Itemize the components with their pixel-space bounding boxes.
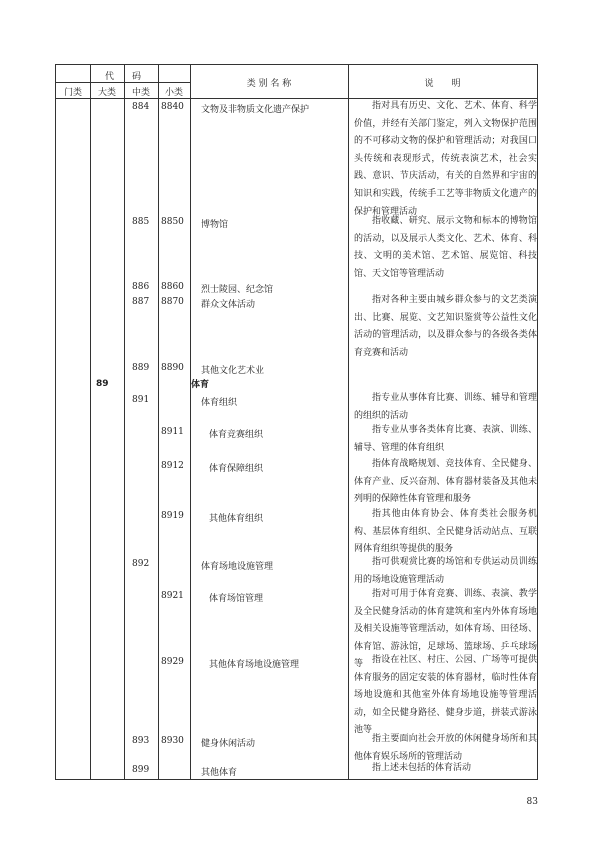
zhonglei-code: 887 [132,297,150,307]
xiaolei-code: 8890 [161,363,184,373]
category-name: 体育竞赛组织 [209,430,264,440]
header-xiaolei: 小类 [164,88,183,98]
zhonglei-code: 885 [132,217,150,227]
header-divider [56,82,190,83]
zhonglei-code: 891 [132,395,150,405]
category-description: 指专业从事各类体育比赛、表演、训练、辅导、管理的体育组织 [354,425,537,453]
xiaolei-code: 8850 [161,217,184,227]
category-name: 群众文体活动 [201,300,256,310]
header-description: 说 明 [424,79,461,89]
xiaolei-code: 8911 [161,427,184,437]
xiaolei-code: 8919 [161,511,184,521]
header-code-group: 代 码 [104,72,141,82]
zhonglei-code: 892 [132,559,150,569]
classification-table [55,64,538,780]
category-description: 指上述未包括的体育活动 [372,763,472,773]
category-description: 指专业从事体育比赛、训练、辅导和管理的组织的活动 [354,393,537,421]
xiaolei-code: 8912 [161,461,184,471]
xiaolei-code: 8921 [161,591,184,601]
category-description: 指其他由体育协会、体育类社会服务机构、基层体育组织、全民健身活动站点、互联网体育组织等提供的服务 [354,509,537,555]
zhonglei-code: 893 [132,736,150,746]
category-description: 指设在社区、村庄、公园、广场等可提供体育服务的固定安装的体育器材，临时性体育场地设施和其他室外体育场地设施等管理活动，如全民健身路径、健身步道，拼装式游泳池等 [354,655,537,736]
col-divider [190,65,191,779]
page-number: 83 [526,797,538,807]
category-name: 体育场地设施管理 [201,562,274,572]
xiaolei-code: 8860 [161,282,184,292]
category-description: 指对具有历史、文化、艺术、体育、科学价值，并经有关部门鉴定，列入文物保护范围的不可移动文物的保护和管理活动；对我国口头传统和表现形式，传统表演艺术，社会实践、意识、节庆活动，有关的自然界和宇宙的知识和实践，传统手工艺等非物质文化遗产的保护和管理活动 [354,101,537,217]
xiaolei-code: 8930 [161,736,184,746]
category-name: 文物及非物质文化遗产保护 [201,105,310,115]
category-name: 体育 [191,380,210,390]
category-description: 指可供观赏比赛的场馆和专供运动员训练用的场地设施管理活动 [354,557,537,585]
col-divider [124,65,125,779]
zhonglei-code: 886 [132,282,150,292]
zhonglei-code: 884 [132,102,150,112]
category-description: 指对各种主要由城乡群众参与的文艺类演出、比赛、展览、文艺知识鉴赏等公益性文化活动的管理活动，以及群众参与的各级各类体育竞赛和活动 [354,295,537,358]
col-divider [158,65,159,779]
category-name: 健身休闲活动 [201,739,256,749]
xiaolei-code: 8929 [161,657,184,667]
category-name: 体育保障组织 [209,464,264,474]
category-description: 指主要面向社会开放的休闲健身场所和其他体育娱乐场所的管理活动 [354,734,537,762]
category-description: 指收藏、研究、展示文物和标本的博物馆的活动，以及展示人类文化、艺术、体育、科技、文明的美术馆、艺术馆、展览馆、科技馆、天文馆等管理活动 [354,216,537,279]
header-zhonglei: 中类 [131,88,150,98]
category-name: 其他体育组织 [209,514,264,524]
category-name: 其他体育 [201,768,238,778]
dalei-code: 89 [96,379,109,389]
category-name: 体育组织 [201,398,238,408]
category-description: 指对可用于体育竞赛、训练、表演、教学及全民健身活动的体育建筑和室内外体育场地及相关设施等管理活动，如体育场、田径场、体育馆、游泳馆，足球场、篮球场、乒乓球场等 [354,589,537,670]
zhonglei-code: 889 [132,363,150,373]
category-description: 指体育战略规划、竞技体育、全民健身、体育产业、反兴奋剂、体育器材装备及其他未列明的保障性体育管理和服务 [354,459,537,505]
col-divider [348,65,349,779]
col-divider [90,65,91,779]
category-name: 烈士陵园、纪念馆 [201,285,274,295]
xiaolei-code: 8840 [161,102,184,112]
header-dalei: 大类 [97,88,116,98]
header-category-name: 类 别 名 称 [246,79,292,89]
category-name: 其他文化艺术业 [201,366,265,376]
xiaolei-code: 8870 [161,297,184,307]
category-name: 博物馆 [201,220,229,230]
header-menlei: 门类 [63,88,82,98]
category-name: 体育场馆管理 [209,594,264,604]
zhonglei-code: 899 [132,765,150,775]
category-name: 其他体育场地设施管理 [209,660,300,670]
